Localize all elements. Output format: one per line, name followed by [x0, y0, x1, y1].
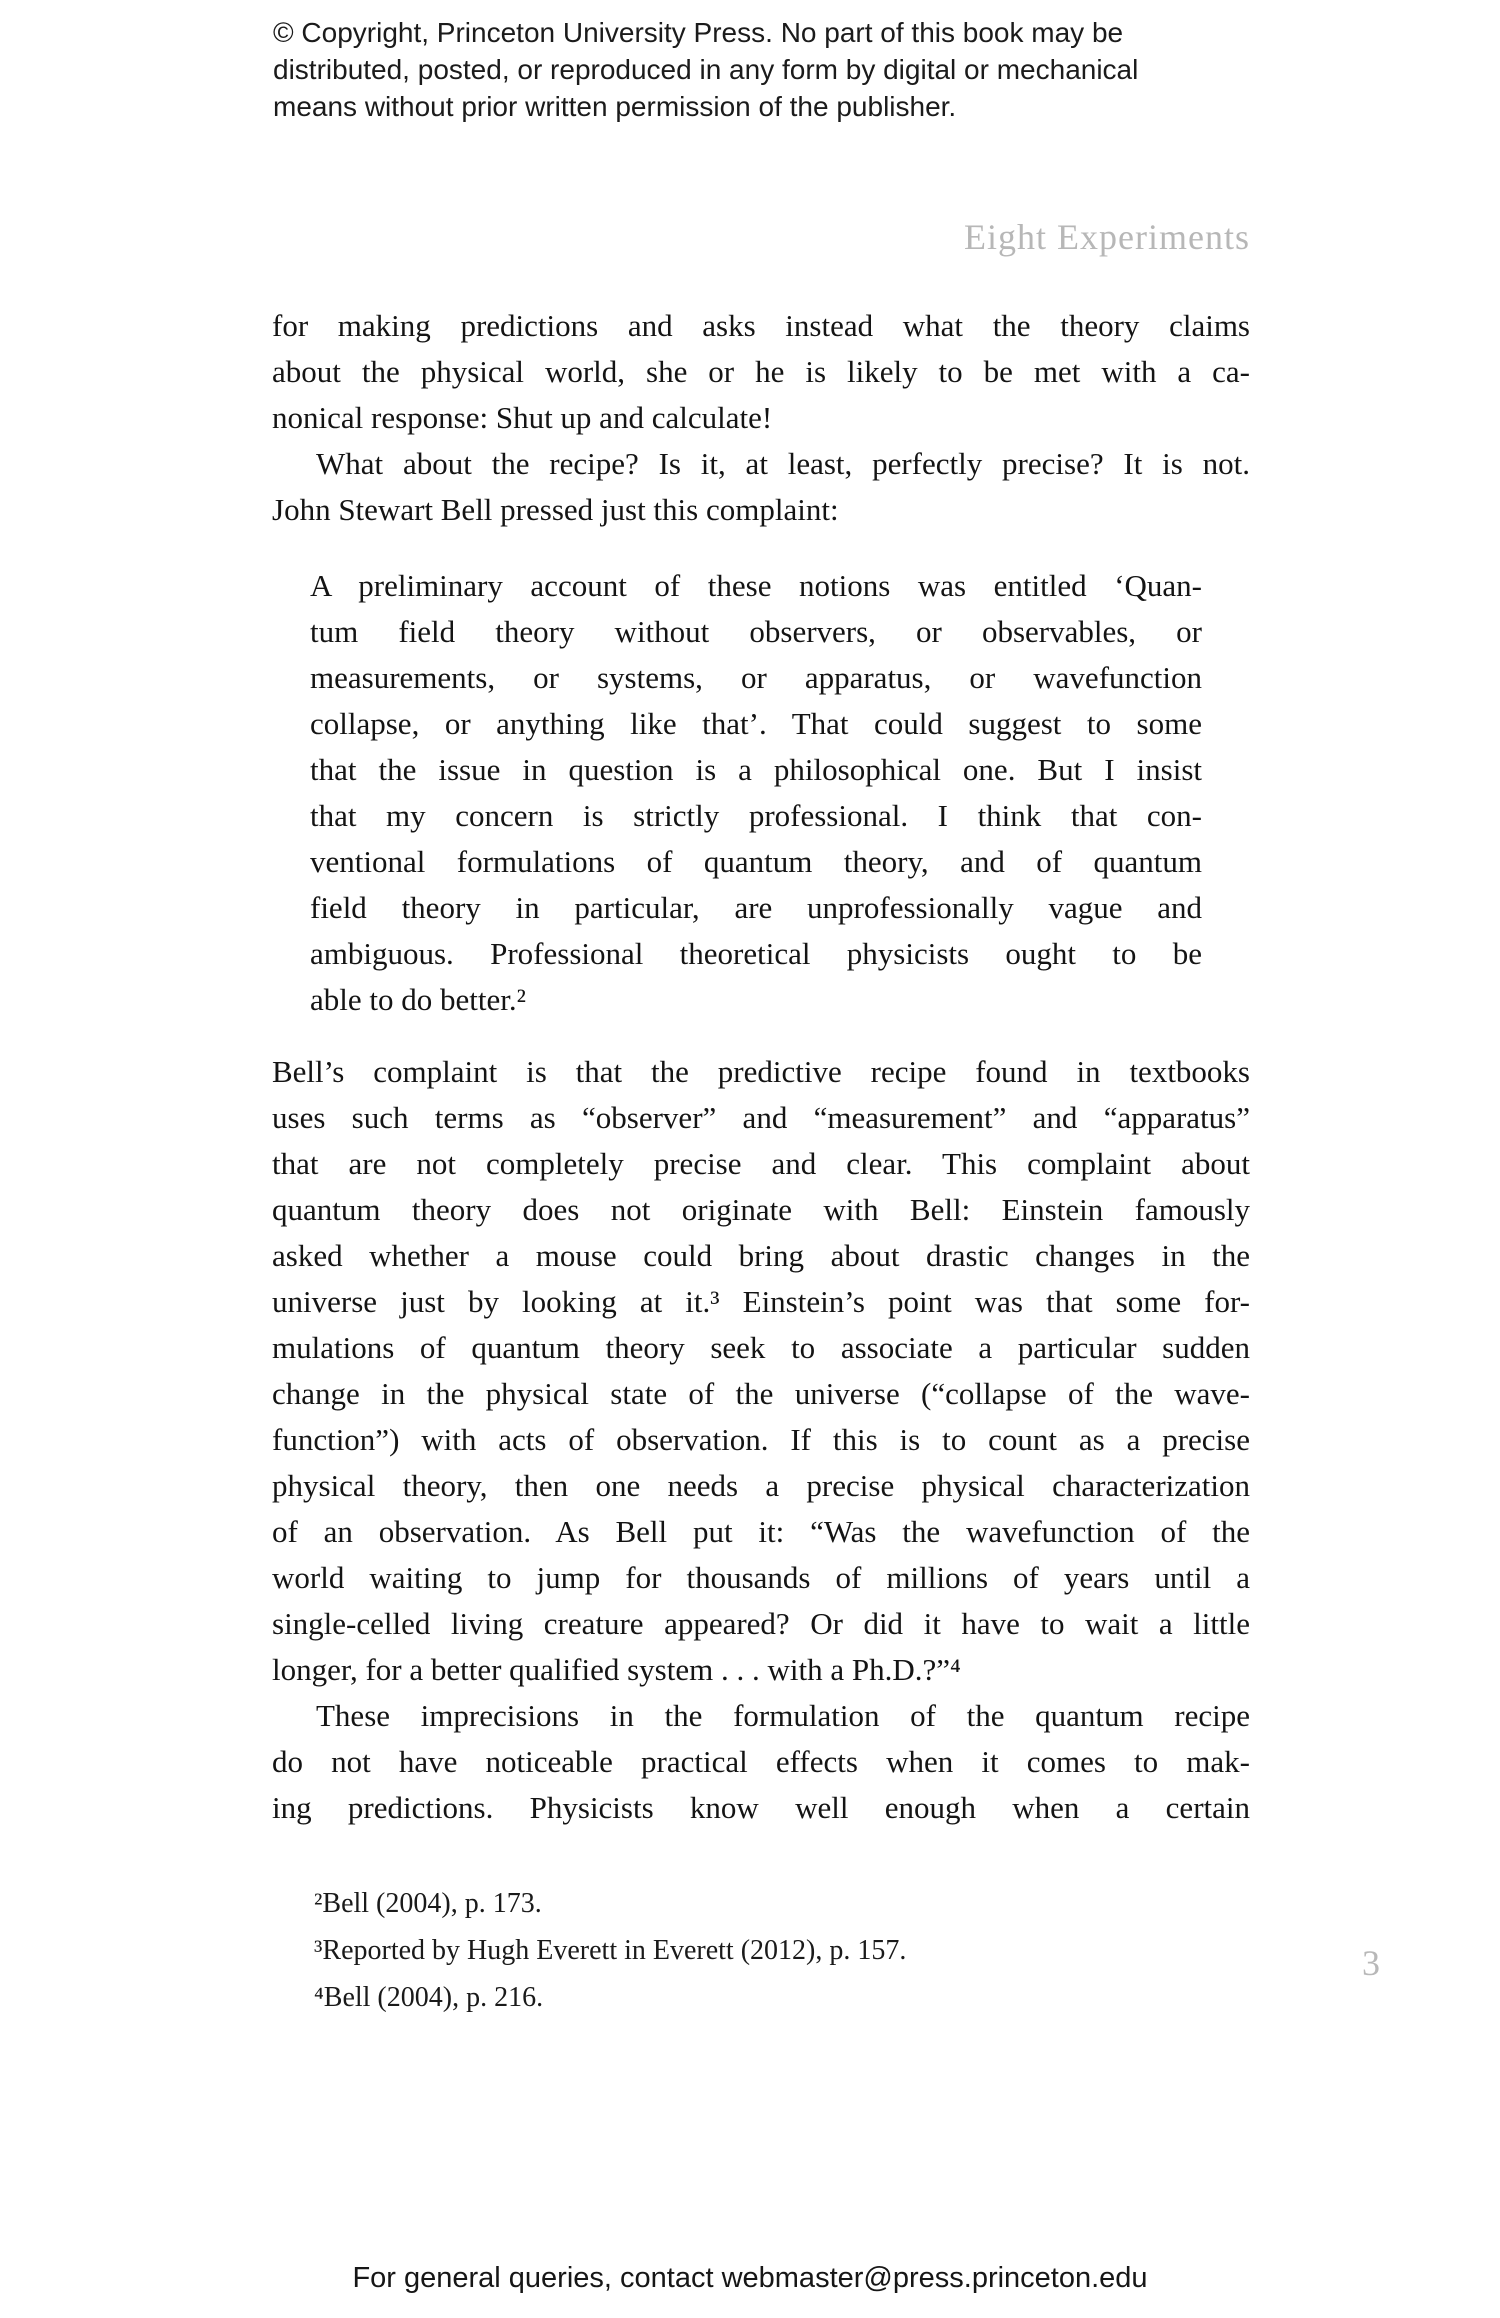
text-line: universe just by looking at it.³ Einstein’s point was that some for- — [272, 1284, 1250, 1319]
text-line: What about the recipe? Is it, at least, perfectly precise? It is not. — [316, 446, 1250, 481]
text-line: measurements, or systems, or apparatus, or wavefunction — [310, 660, 1202, 695]
text-line: able to do better.² — [310, 982, 526, 1017]
text-line: collapse, or anything like that’. That could suggest to some — [310, 706, 1202, 741]
text-line: single-celled living creature appeared? Or did it have to wait a little — [272, 1606, 1250, 1641]
footer — [0, 2262, 1500, 2295]
copyright-line: distributed, posted, or reproduced in any form by digital or mechanical — [273, 54, 1139, 85]
text-line: nonical response: Shut up and calculate! — [272, 400, 773, 435]
text-line: ventional formulations of quantum theory, and of quantum — [310, 844, 1202, 879]
footnote: ³Reported by Hugh Everett in Everett (2012), p. 157. — [314, 1935, 907, 1966]
page-number: 3 — [1362, 1943, 1380, 1983]
copyright-line: means without prior written permission of the publisher. — [273, 91, 957, 122]
text-line: for making predictions and asks instead what the theory claims — [272, 308, 1250, 343]
block-quote — [310, 563, 1202, 1023]
text-line: do not have noticeable practical effects when it comes to mak- — [272, 1744, 1250, 1779]
text-line: physical theory, then one needs a precise physical characterization — [272, 1468, 1250, 1503]
copyright-notice — [273, 14, 1138, 125]
text-line: that the issue in question is a philosophical one. But I insist — [310, 752, 1202, 787]
text-line: ing predictions. Physicists know well enough when a certain — [272, 1790, 1250, 1825]
footnotes — [272, 1880, 1250, 2021]
body-text — [272, 303, 1250, 1831]
text-line: uses such terms as “observer” and “measurement” and “apparatus” — [272, 1100, 1250, 1135]
text-line: Bell’s complaint is that the predictive recipe found in textbooks — [272, 1054, 1250, 1089]
text-line: world waiting to jump for thousands of millions of years until a — [272, 1560, 1250, 1595]
copyright-line: © Copyright, Princeton University Press. No part of this book may be — [273, 17, 1124, 48]
text-line: about the physical world, she or he is likely to be met with a ca- — [272, 354, 1250, 389]
text-line: function”) with acts of observation. If this is to count as a precise — [272, 1422, 1250, 1457]
text-line: quantum theory does not originate with Bell: Einstein famously — [272, 1192, 1250, 1227]
footer-text: For general queries, contact webmaster@press.princeton.edu — [352, 2262, 1148, 2294]
text-line: John Stewart Bell pressed just this complaint: — [272, 492, 839, 527]
footnote: ²Bell (2004), p. 173. — [314, 1888, 542, 1919]
text-line: of an observation. As Bell put it: “Was the wavefunction of the — [272, 1514, 1250, 1549]
text-line: that my concern is strictly professional. I think that con- — [310, 798, 1202, 833]
paragraph — [272, 1693, 1250, 1831]
running-head: Eight Experiments — [964, 217, 1250, 257]
text-line: longer, for a better qualified system . . . with a Ph.D.?”⁴ — [272, 1652, 961, 1687]
text-line: asked whether a mouse could bring about drastic changes in the — [272, 1238, 1250, 1273]
text-line: that are not completely precise and clear. This complaint about — [272, 1146, 1250, 1181]
text-line: mulations of quantum theory seek to associate a particular sudden — [272, 1330, 1250, 1365]
text-line: A preliminary account of these notions was entitled ‘Quan- — [310, 568, 1202, 603]
paragraph — [272, 1049, 1250, 1693]
text-line: tum field theory without observers, or observables, or — [310, 614, 1202, 649]
text-line: change in the physical state of the universe (“collapse of the wave- — [272, 1376, 1250, 1411]
text-line: field theory in particular, are unprofessionally vague and — [310, 890, 1202, 925]
paragraph — [272, 303, 1250, 441]
text-line: ambiguous. Professional theoretical physicists ought to be — [310, 936, 1202, 971]
footnote: ⁴Bell (2004), p. 216. — [314, 1982, 544, 2013]
text-line: These imprecisions in the formulation of the quantum recipe — [316, 1698, 1250, 1733]
paragraph — [272, 441, 1250, 533]
